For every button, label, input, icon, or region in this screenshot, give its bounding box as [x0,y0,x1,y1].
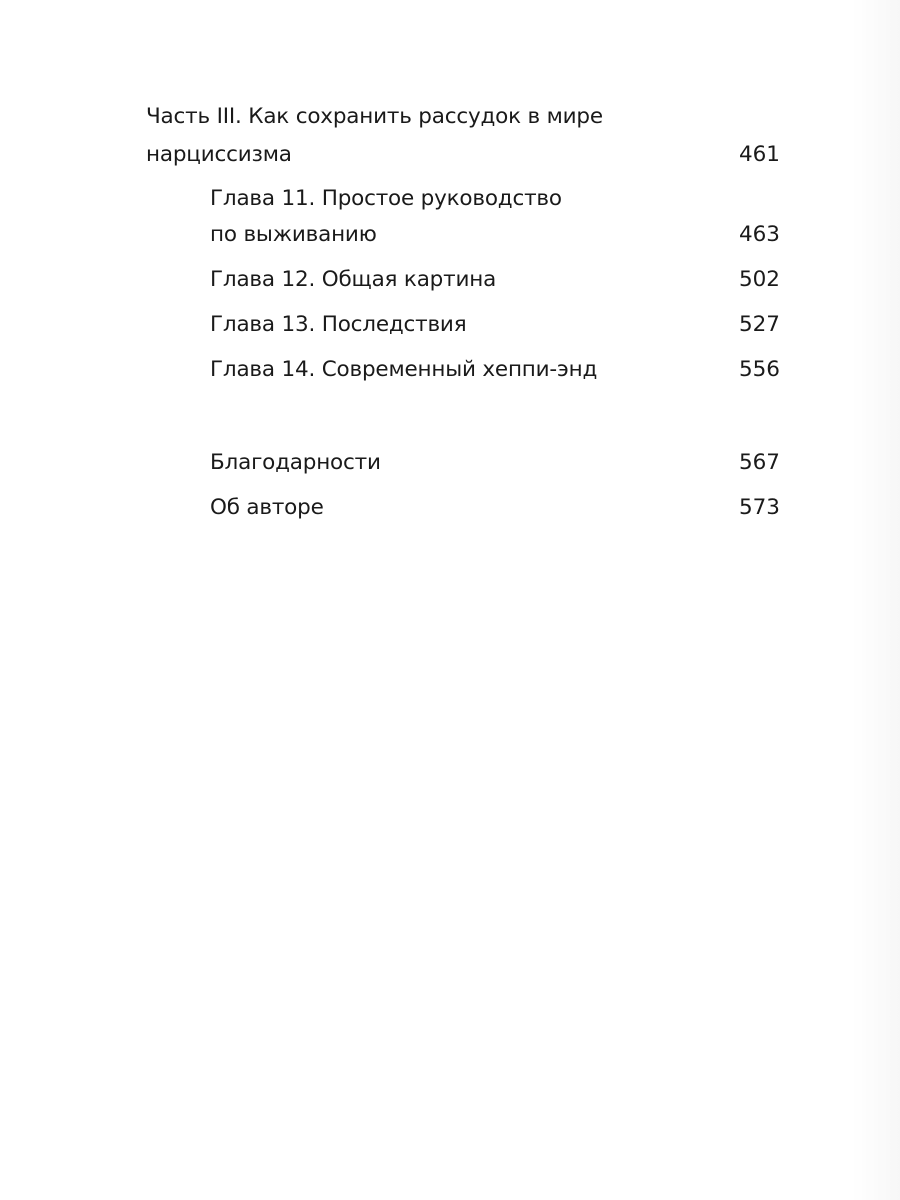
chapter-14-title: Глава 14. Современный хеппи-энд [210,357,598,382]
chapter-11-page-number: 463 [738,222,780,247]
chapter-13-page-number: 527 [738,312,780,337]
chapter-11-title-line2: по выживанию [210,222,377,247]
chapter-13-title: Глава 13. Последствия [210,312,467,337]
chapter-12-title: Глава 12. Общая картина [210,267,497,292]
chapter-14-page-number: 556 [738,357,780,382]
part-title-line1: Часть III. Как сохранить рассудок в мире [146,104,603,129]
chapter-11-title-line1: Глава 11. Простое руководство [210,186,562,211]
acknowledgements-page-number: 567 [738,450,780,475]
about-author-page-number: 573 [738,495,780,520]
acknowledgements-title: Благодарности [210,450,381,475]
chapter-12-page-number: 502 [738,267,780,292]
part-title-line2: нарциссизма [146,142,292,167]
about-author-title: Об авторе [210,495,324,520]
part-page-number: 461 [738,142,780,167]
